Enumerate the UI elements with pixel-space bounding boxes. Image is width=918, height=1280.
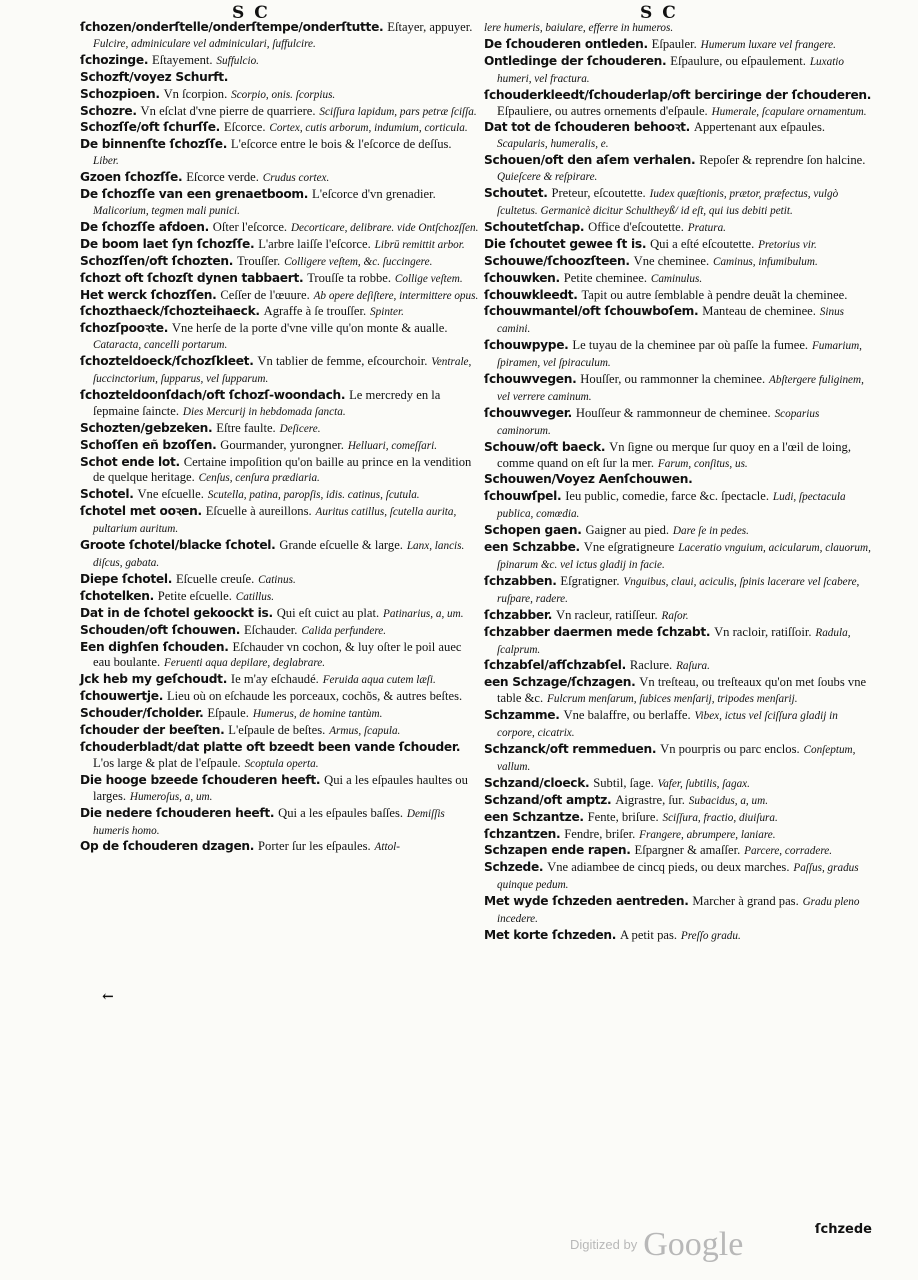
entry-latin: lere humeris, baiulare, efferre in humeros. (484, 22, 674, 34)
entry-french: Porter ſur les eſpaules. (258, 839, 371, 854)
entry-latin: Collige veſtem. (394, 272, 463, 285)
margin-mark: ← (102, 989, 114, 1005)
entry-latin: Deſicere. (279, 422, 321, 435)
watermark-logo: Google (643, 1226, 744, 1263)
entry-headword: Gzoen ſchozſſe. (80, 170, 183, 185)
entry-french: Vn treſteau, ou treſteaux qu'on met ſoubs vne table &c. (497, 675, 867, 706)
catchword: ſchzede (814, 1222, 872, 1237)
dictionary-entry (484, 186, 874, 220)
entry-french: L'os large & plat de l'eſpaule. (93, 755, 241, 770)
entry-headword: Op de ſchouderen dzagen. (80, 839, 255, 854)
entry-latin: Gradu pleno incedere. (497, 896, 860, 926)
entry-french: Eſtayer, appuyer. (387, 20, 473, 34)
dictionary-entry (80, 53, 480, 70)
entry-french: Tapit ou autre ſemblable à pendre deuãt la cheminee. (581, 287, 848, 302)
entry-french: Vn ſigne ou merque ſur quoy en a l'œil de loing, comme quand on eſt ſur la mer. (497, 439, 851, 470)
entry-french: Gaigner au pied. (585, 523, 670, 538)
dictionary-entry (80, 321, 480, 354)
entry-latin: Crudus cortex. (262, 172, 330, 185)
dictionary-entry (80, 388, 480, 421)
dictionary-entry (484, 406, 874, 440)
dictionary-entry (80, 70, 480, 87)
entry-headword: De binnenſte ſchozſſe. (80, 137, 228, 152)
entry-french: Trouſſer. (236, 253, 281, 268)
entry-headword: ſchozen/onderſtelle/onderſtempe/onderſtutte. (80, 20, 384, 34)
entry-latin: Ab opere deſiſtere, intermittere opus. (313, 289, 479, 302)
entry-french: Eſpauler. (651, 36, 697, 51)
dictionary-entry (80, 304, 480, 321)
entry-headword: ſchozteldoonſdach/oft ſchozſ-woondach. (80, 387, 346, 402)
entry-french: Vne cheminee. (633, 253, 710, 268)
dictionary-entry (484, 304, 874, 338)
entry-headword: Schozft/voyez Schurft. (80, 69, 229, 84)
entry-headword: Schzand/cloeck. (484, 775, 590, 790)
entry-french: Vne balaffre, ou berlaffe. (563, 708, 691, 723)
entry-french: Manteau de cheminee. (702, 304, 816, 319)
entry-headword: Met korte ſchzeden. (484, 927, 617, 942)
entry-latin: Vnguibus, claui, aciculis, ſpinis lacerare vel ſcabere, ruſpare, radere. (497, 575, 860, 605)
dictionary-entry (80, 723, 480, 740)
dictionary-entry (80, 438, 480, 455)
dictionary-entry (484, 675, 874, 708)
entry-french: Qui eſt cuict au plat. (276, 605, 380, 620)
entry-latin: Humerum luxare vel frangere. (700, 38, 836, 51)
running-head-right: S C (640, 3, 678, 23)
running-head-left: S C (232, 3, 270, 23)
entry-latin: Librū remittit arbor. (374, 238, 465, 251)
entry-headword: ſchotelken. (80, 588, 154, 603)
entry-headword: Schzapen ende rapen. (484, 843, 631, 858)
entry-headword: ſchouwſpel. (484, 489, 562, 504)
entry-headword: Dat tot de ſchouderen behooꝛt. (484, 120, 690, 135)
dictionary-entry (484, 88, 874, 121)
entry-french: Fendre, briſer. (564, 826, 636, 841)
entry-headword: Schozpioen. (80, 86, 160, 101)
dictionary-entry (484, 489, 874, 523)
dictionary-entry (80, 170, 480, 187)
entry-latin: Fulcrum menſarum, ſubices menſarij, tripodes menſarij. (547, 693, 798, 706)
entry-french: Eſchauder vn cochon, & luy oſter le poil auec eau boulante. (93, 639, 462, 670)
entry-headword: ſchouwvegen. (484, 372, 577, 387)
entry-french: Gourmander, yurongner. (220, 437, 344, 452)
entry-french: Le mercredy en la ſepmaine ſaincte. (93, 387, 441, 418)
dictionary-entry (80, 839, 480, 856)
entry-headword: De ſchozſſe van een grenaetboom. (80, 187, 309, 202)
entry-french: Vn tablier de femme, eſcourchoir. (257, 354, 428, 369)
entry-latin: Humerus, de homine tantùm. (252, 708, 383, 721)
entry-headword: Een dighſen ſchouden. (80, 639, 229, 654)
dictionary-entry (80, 740, 480, 773)
dictionary-entry (484, 338, 874, 372)
entry-latin: Subacidus, a, um. (688, 794, 768, 807)
entry-headword: Het werck ſchozſſen. (80, 287, 217, 302)
entry-headword: Met wyde ſchzeden aentreden. (484, 894, 689, 909)
entry-headword: ſchouwkleedt. (484, 287, 578, 302)
dictionary-entry (80, 773, 480, 806)
entry-latin: Laceratio vnguium, acicularum, clauorum, ſpinarum &c. vel ictus gladij in facie. (497, 542, 871, 571)
entry-latin: Fumarium, ſpiramen, vel ſpiraculum. (497, 340, 862, 370)
entry-latin: Abſtergere fuliginem, vel verrere caminum. (497, 374, 864, 403)
entry-headword: ſchouwmantel/oft ſchouwboſem. (484, 304, 699, 319)
entry-french: Eſpauliere, ou autres ornements d'eſpaule. (497, 103, 708, 118)
entry-headword: ſchouderkleedt/ſchouderlap/oft berciringe der ſchouderen. (484, 87, 872, 102)
dictionary-entry (484, 440, 874, 473)
entry-french: Eſchauder. (243, 622, 298, 637)
dictionary-entry (484, 237, 874, 254)
entry-latin: Scoparius caminorum. (497, 407, 820, 437)
entry-french: Lieu où on eſchaude les porceaux, cochõs, & autres beſtes. (166, 689, 463, 704)
entry-french: Qui a eſté eſcoutette. (650, 236, 755, 251)
entry-french: Ceſſer de l'œuure. (220, 287, 310, 302)
entry-french: Qui a les eſpaules baſſes. (278, 805, 403, 820)
entry-latin: Liber. (93, 155, 119, 168)
entry-latin: Feruida aqua cutem læſi. (322, 674, 436, 687)
entry-headword: ſchotel met ooꝛen. (80, 504, 202, 519)
entry-headword: Schzamme. (484, 708, 560, 723)
entry-latin: Quieſcere & reſpirare. (497, 171, 598, 184)
entry-french: Vn ſcorpion. (163, 86, 228, 101)
entry-headword: Schouden/oft ſchouwen. (80, 622, 241, 637)
entry-latin: Iudex quæſtionis, prætor, præfectus, vulgò ſcultetus. Germanicè dicitur Schultheyß/ id eſt, qui ius debiti petit. (497, 188, 839, 217)
entry-headword: Die ſchoutet gewee ſt is. (484, 236, 647, 251)
entry-french: Ie m'ay eſchaudé. (230, 672, 319, 687)
entry-french: Petite cheminee. (563, 270, 647, 285)
entry-headword: ſchzabben. (484, 573, 557, 588)
dictionary-entry (484, 153, 874, 186)
entry-latin: Sciſſura, fractio, diuiſura. (662, 811, 778, 824)
entry-latin: Sciſſura lapidum, pars petræ ſciſſa. (319, 105, 477, 118)
entry-headword: een Schzabbe. (484, 540, 580, 555)
dictionary-entry (484, 708, 874, 742)
entry-latin: Conſeptum, vallum. (497, 743, 856, 773)
dictionary-entry (484, 288, 874, 305)
dictionary-entry (80, 288, 480, 305)
entry-french: Eſtayement. (152, 52, 213, 67)
entry-headword: Schouder/ſcholder. (80, 706, 204, 721)
dictionary-entry (484, 37, 874, 54)
entry-french: Subtil, ſage. (593, 775, 654, 790)
entry-latin: Demiſſis humeris homo. (93, 807, 445, 837)
entry-french: Eſcorce verde. (186, 170, 259, 185)
entry-headword: De ſchozſſe afdoen. (80, 219, 209, 234)
entry-french: Vne eſgratigneure (583, 540, 675, 555)
entry-latin: Calida perfundere. (301, 624, 387, 637)
dictionary-entry (80, 137, 480, 170)
entry-french: Repoſer & reprendre ſon halcine. (699, 153, 866, 168)
dictionary-entry (80, 271, 480, 288)
entry-french: Petite eſcuelle. (157, 588, 232, 603)
entry-headword: ſchouderbladt/dat platte oft bzeedt been vande ſchouder. (80, 739, 461, 754)
entry-french: Agraffe à ſe trouſſer. (263, 304, 367, 319)
entry-latin: Lanx, lancis. diſcus, gabata. (93, 540, 465, 569)
entry-latin: Malicorium, tegmen mali punici. (93, 204, 240, 217)
dictionary-entry (80, 706, 480, 723)
entry-latin: Cenſus, cenſura prædiaria. (198, 472, 320, 485)
dictionary-entry (484, 810, 874, 827)
entry-french: L'eſpaule de beſtes. (228, 723, 326, 738)
entry-latin: Armus, ſcapula. (329, 725, 401, 738)
entry-french: Office d'eſcoutette. (588, 219, 684, 234)
entry-french: Eſcuelle à aureillons. (205, 504, 312, 519)
entry-french: Eſpaule. (207, 706, 249, 721)
entry-headword: een Schzantze. (484, 809, 584, 824)
entry-headword: Diepe ſchotel. (80, 571, 173, 586)
entry-headword: ſchozthaeck/ſchozteihaeck. (80, 304, 260, 319)
dictionary-entry (80, 354, 480, 388)
entry-headword: Schoutetſchap. (484, 219, 585, 234)
entry-french: Raclure. (629, 658, 673, 673)
entry-headword: Schzand/oft amptz. (484, 792, 612, 807)
entry-french: Vn racloir, ratiſſoir. (714, 624, 812, 639)
entry-french: Vne adiambee de cincq pieds, ou deux marches. (547, 860, 790, 875)
entry-french: A petit pas. (620, 927, 678, 942)
entry-headword: ſchozſpooꝛte. (80, 321, 169, 336)
dictionary-entry (80, 104, 480, 121)
entry-latin: Decorticare, delibrare. vide Ontſchozſſen. (290, 221, 479, 234)
entry-latin: Auritus catillus, ſcutella aurita, pultarium auritum. (93, 506, 457, 536)
dictionary-entry (484, 608, 874, 625)
entry-headword: Schozten/gebzeken. (80, 420, 213, 435)
entry-french: Houſſer, ou rammonner la cheminee. (580, 372, 766, 387)
entry-headword: Schouwen/Voyez Aenſchouwen. (484, 472, 693, 487)
entry-french: Vne herſe de la porte d'vne ville qu'on monte & aualle. (171, 321, 448, 336)
entry-headword: ſchzabſel/afſchzabſel. (484, 658, 626, 673)
entry-headword: Schozſſe/oft ſchurſſe. (80, 120, 221, 135)
dictionary-entry (484, 20, 874, 37)
dictionary-entry (80, 20, 480, 53)
dictionary-entry (80, 623, 480, 640)
dictionary-entry (484, 827, 874, 844)
entry-latin: Scutella, patina, paropſis, idis. catinus, ſcutula. (207, 489, 420, 502)
entry-french: Eſcorce. (223, 120, 266, 135)
entry-french: Qui a les eſpaules haultes ou larges. (93, 772, 468, 803)
dictionary-entry (80, 120, 480, 137)
entry-latin: Raſura. (676, 660, 710, 673)
entry-headword: Schoutet. (484, 186, 548, 201)
entry-latin: Colligere veſtem, &c. ſuccingere. (284, 255, 433, 268)
entry-headword: Die hooge bzeede ſchouderen heeft. (80, 772, 321, 787)
dictionary-entry (484, 928, 874, 945)
entry-headword: ſchozt oft ſchozſt dynen tabbaert. (80, 270, 304, 285)
entry-headword: een Schzage/ſchzagen. (484, 675, 636, 690)
entry-headword: Dat in de ſchotel gekoockt is. (80, 605, 273, 620)
dictionary-entry (484, 372, 874, 406)
dictionary-entry (80, 689, 480, 706)
entry-headword: ſchouder der beeſten. (80, 723, 225, 738)
dictionary-entry (80, 589, 480, 606)
entry-headword: ſchouwveger. (484, 405, 573, 420)
entry-latin: Attol- (374, 841, 400, 854)
entry-latin: Scorpio, onis. ſcorpius. (231, 88, 336, 101)
entry-latin: Cataracta, cancelli portarum. (93, 339, 228, 352)
entry-french: Preteur, eſcoutette. (551, 186, 646, 201)
entry-french: Vne eſcuelle. (137, 487, 204, 502)
entry-latin: Caminus, infumibulum. (713, 255, 818, 268)
dictionary-entry (484, 120, 874, 153)
entry-latin: Sinus camini. (497, 306, 845, 336)
dictionary-entry (484, 793, 874, 810)
digitized-watermark (570, 1226, 743, 1264)
entry-latin: Raſor. (661, 609, 689, 622)
entry-latin: Paſſus, gradus quinque pedum. (497, 862, 859, 892)
dictionary-entry (484, 860, 874, 894)
entry-headword: ſchozinge. (80, 52, 149, 67)
entry-headword: Ontledinge der ſchouderen. (484, 53, 667, 68)
dictionary-entry (80, 187, 480, 220)
entry-latin: Helluari, comeſſari. (347, 439, 437, 452)
entry-latin: Ludi, ſpectacula publica, comœdia. (497, 491, 846, 521)
entry-headword: Schzanck/oft remmeduen. (484, 741, 657, 756)
entry-latin: Dies Mercurij in hebdomada ſancta. (182, 405, 346, 418)
entry-french: L'eſcorce entre le bois & l'eſcorce de deſſus. (230, 137, 452, 152)
entry-french: Fente, briſure. (587, 809, 659, 824)
entry-latin: Parcere, corradere. (744, 845, 833, 858)
entry-headword: Schot ende lot. (80, 454, 180, 469)
dictionary-entry (80, 806, 480, 840)
entry-latin: Patinarius, a, um. (383, 607, 464, 620)
entry-headword: Schouen/oft den aſem verhalen. (484, 153, 696, 168)
dictionary-entry (484, 776, 874, 793)
entry-french: Vn eſclat d'vne pierre de quarriere. (140, 103, 316, 118)
dictionary-entry (80, 538, 480, 572)
dictionary-entry (80, 254, 480, 271)
dictionary-entry (484, 625, 874, 659)
entry-headword: Schozre. (80, 103, 137, 118)
entry-french: Le tuyau de la cheminee par où paſſe la fumee. (572, 338, 809, 353)
dictionary-entry (80, 220, 480, 237)
entry-headword: Schotel. (80, 487, 134, 502)
dictionary-entry (80, 504, 480, 538)
entry-headword: Jck heb my geſchoudt. (80, 672, 228, 687)
entry-french: Eſpaulure, ou eſpaulement. (670, 53, 806, 68)
entry-headword: ſchzantzen. (484, 826, 561, 841)
dictionary-entry (484, 254, 874, 271)
entry-latin: Vibex, ictus vel ſciſſura gladij in corpore, cicatrix. (497, 710, 838, 740)
entry-headword: ſchozteldoeck/ſchozſkleet. (80, 354, 254, 369)
entry-latin: Humerale, ſcapulare ornamentum. (711, 105, 867, 118)
entry-latin: Humeroſus, a, um. (129, 790, 213, 803)
entry-latin: Scoptula operta. (244, 757, 319, 770)
entry-headword: ſchouwpype. (484, 338, 569, 353)
dictionary-entry (484, 574, 874, 608)
entry-latin: Vafer, ſubtilis, ſagax. (657, 777, 750, 790)
entry-headword: Schzede. (484, 860, 544, 875)
entry-headword: ſchouwertje. (80, 689, 164, 704)
dictionary-entry (80, 672, 480, 689)
entry-french: Certaine impoſition qu'on baille au prince en la vendition de quelque heritage. (93, 454, 472, 485)
entry-french: Aigrastre, ſur. (615, 792, 685, 807)
right-column (484, 20, 874, 945)
dictionary-entry (484, 271, 874, 288)
dictionary-entry (80, 421, 480, 438)
entry-latin: Suffulcio. (216, 54, 259, 67)
entry-french: Oſter l'eſcorce. (212, 219, 288, 234)
dictionary-entry (484, 54, 874, 88)
dictionary-entry (484, 742, 874, 776)
entry-headword: Schopen gaen. (484, 523, 582, 538)
entry-latin: Caminulus. (650, 272, 703, 285)
entry-french: Vn pourpris ou parc enclos. (660, 741, 800, 756)
dictionary-entry (484, 843, 874, 860)
entry-latin: Pratura. (687, 221, 726, 234)
entry-headword: Schouw/oft baeck. (484, 439, 606, 454)
dictionary-entry (484, 658, 874, 675)
dictionary-entry (80, 640, 480, 673)
dictionary-entry (80, 606, 480, 623)
entry-french: Appertenant aux eſpaules. (693, 120, 826, 135)
entry-headword: De boom laet ſyn ſchozſſe. (80, 236, 255, 251)
dictionary-entry (80, 455, 480, 488)
dictionary-entry (80, 487, 480, 504)
entry-latin: Catinus. (258, 573, 296, 586)
dictionary-entry (484, 894, 874, 928)
entry-latin: Ventrale, ſuccinctorium, ſupparus, vel ſupparum. (93, 356, 472, 386)
entry-headword: ſchzabber. (484, 607, 553, 622)
entry-latin: Frangere, abrumpere, laniare. (639, 828, 776, 841)
entry-headword: ſchzabber daermen mede ſchzabt. (484, 624, 711, 639)
watermark-small: Digitized by (570, 1237, 638, 1252)
entry-headword: Schozſſen/oft ſchozten. (80, 253, 234, 268)
entry-latin: Dare ſe in pedes. (672, 525, 749, 538)
entry-headword: Die nedere ſchouderen heeft. (80, 805, 275, 820)
entry-latin: Radula, ſcalprum. (497, 626, 851, 656)
entry-latin: Catillus. (235, 590, 275, 603)
entry-french: Houſſeur & rammonneur de cheminee. (575, 405, 771, 420)
entry-french: Eſcuelle creuſe. (175, 571, 255, 586)
entry-french: Eſpargner & amaſſer. (634, 843, 741, 858)
entry-french: Grande eſcuelle & large. (279, 538, 403, 553)
entry-french: L'arbre laiſſe l'eſcorce. (258, 236, 371, 251)
entry-latin: Farum, conſitus, us. (657, 457, 748, 470)
entry-french: Ieu public, comedie, farce &c. ſpectacle. (565, 489, 770, 504)
dictionary-entry (484, 220, 874, 237)
dictionary-entry (80, 237, 480, 254)
entry-latin: Pretorius vir. (758, 238, 817, 251)
left-column (80, 20, 480, 856)
entry-headword: ſchouwken. (484, 270, 560, 285)
entry-headword: De ſchouderen ontleden. (484, 36, 648, 51)
dictionary-entry (484, 472, 874, 489)
entry-latin: Scapularis, humeralis, e. (497, 138, 609, 151)
entry-latin: Cortex, cutis arborum, indumium, corticula. (269, 122, 468, 135)
entry-french: Eſtre faulte. (216, 420, 276, 435)
entry-latin: Luxatio humeri, vel fractura. (497, 55, 845, 85)
entry-latin: Fulcire, adminiculare vel adminiculari, ſuffulcire. (93, 37, 316, 50)
dictionary-entry (80, 87, 480, 104)
entry-french: Trouſſe ta robbe. (307, 270, 392, 285)
entry-headword: Schouwe/ſchoozſteen. (484, 253, 630, 268)
entry-latin: Spinter. (370, 306, 404, 319)
entry-headword: Groote ſchotel/blacke ſchotel. (80, 538, 276, 553)
dictionary-entry (484, 523, 874, 540)
entry-french: L'eſcorce d'vn grenadier. (312, 187, 436, 202)
entry-french: Eſgratigner. (560, 573, 620, 588)
entry-french: Marcher à grand pas. (692, 894, 799, 909)
entry-latin: Preſſo gradu. (680, 929, 741, 942)
entry-french: Vn racleur, ratiſſeur. (556, 607, 658, 622)
entry-latin: Feruenti aqua depilare, deglabrare. (164, 657, 326, 670)
dictionary-entry (484, 540, 874, 574)
entry-headword: Schoſſen eñ bzoſſen. (80, 437, 217, 452)
dictionary-entry (80, 572, 480, 589)
